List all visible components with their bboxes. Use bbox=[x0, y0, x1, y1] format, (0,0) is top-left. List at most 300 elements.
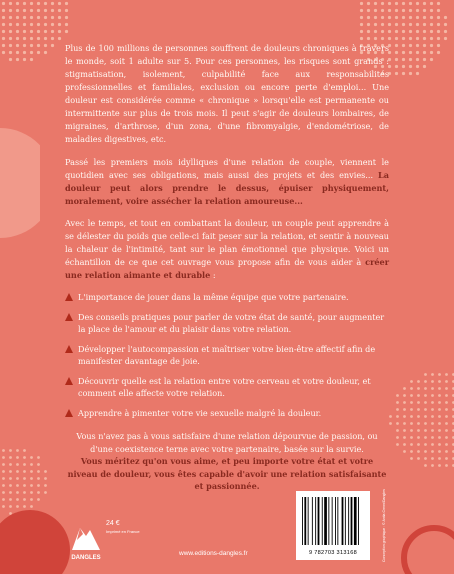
decorative-dot bbox=[396, 401, 399, 404]
decorative-dot bbox=[9, 484, 12, 487]
closing-paragraph bbox=[65, 430, 389, 493]
decorative-dot bbox=[30, 477, 33, 480]
decorative-dot bbox=[445, 373, 448, 376]
decorative-dot bbox=[2, 23, 5, 26]
decorative-dot bbox=[9, 51, 12, 54]
decorative-dot bbox=[37, 51, 40, 54]
decorative-dot bbox=[396, 394, 399, 397]
decorative-dot bbox=[37, 16, 40, 19]
decorative-dot bbox=[23, 44, 26, 47]
decorative-dot bbox=[23, 30, 26, 33]
decorative-dot bbox=[423, 65, 426, 68]
decorative-dot bbox=[2, 2, 5, 5]
decorative-dot bbox=[51, 44, 54, 47]
decorative-dot bbox=[2, 470, 5, 473]
decorative-dot bbox=[381, 9, 384, 12]
decorative-dot bbox=[381, 16, 384, 19]
publisher-logo bbox=[66, 520, 106, 564]
decorative-dot bbox=[423, 51, 426, 54]
decorative-dot bbox=[2, 9, 5, 12]
printed-in: Imprimé en France bbox=[106, 529, 140, 534]
decorative-dot bbox=[410, 394, 413, 397]
decorative-dot bbox=[16, 9, 19, 12]
decorative-dot bbox=[30, 58, 33, 61]
decorative-dot bbox=[430, 58, 433, 61]
decorative-dot bbox=[417, 436, 420, 439]
decorative-dot bbox=[416, 65, 419, 68]
decorative-dot bbox=[438, 422, 441, 425]
decorative-dot bbox=[430, 51, 433, 54]
decorative-dot bbox=[403, 443, 406, 446]
decorative-dot bbox=[402, 65, 405, 68]
decorative-dot bbox=[417, 429, 420, 432]
list-item-text: Des conseils pratiques pour parler de votre état de santé, pour augmenter la place de l'amour et du plaisir dans votre relation. bbox=[78, 311, 385, 334]
decorative-dot bbox=[360, 2, 363, 5]
barcode-bar bbox=[322, 497, 323, 545]
decorative-dot bbox=[444, 30, 447, 33]
decorative-dot bbox=[16, 51, 19, 54]
decorative-dot bbox=[445, 450, 448, 453]
decorative-dot bbox=[395, 51, 398, 54]
decorative-dot bbox=[9, 449, 12, 452]
decorative-dot bbox=[23, 2, 26, 5]
decorative-dot bbox=[23, 477, 26, 480]
decorative-dot bbox=[431, 401, 434, 404]
barcode-bar bbox=[337, 497, 338, 545]
decorative-dot bbox=[402, 44, 405, 47]
decorative-dot bbox=[416, 9, 419, 12]
decorative-dot bbox=[51, 9, 54, 12]
decorative-dot bbox=[403, 394, 406, 397]
barcode-bar bbox=[302, 497, 303, 545]
paragraph-book-offer-end: : bbox=[210, 270, 216, 280]
decorative-dot bbox=[381, 37, 384, 40]
decorative-dot bbox=[30, 23, 33, 26]
decorative-dot bbox=[44, 9, 47, 12]
paragraph-relationship bbox=[65, 156, 389, 208]
decorative-dot bbox=[374, 23, 377, 26]
decorative-dot bbox=[409, 44, 412, 47]
decorative-dot bbox=[58, 2, 61, 5]
decorative-dot bbox=[395, 58, 398, 61]
triangle-bullet-icon bbox=[65, 293, 73, 301]
decorative-dot bbox=[374, 30, 377, 33]
decorative-dot bbox=[389, 422, 392, 425]
decorative-dot bbox=[388, 9, 391, 12]
decorative-dot bbox=[395, 72, 398, 75]
decorative-dot bbox=[417, 380, 420, 383]
decorative-dot bbox=[396, 415, 399, 418]
decorative-dot bbox=[37, 44, 40, 47]
decorative-dot bbox=[431, 436, 434, 439]
decorative-dot bbox=[423, 44, 426, 47]
decorative-dot bbox=[23, 470, 26, 473]
decorative-dot bbox=[430, 23, 433, 26]
decorative-dot bbox=[23, 23, 26, 26]
decorative-dot bbox=[444, 23, 447, 26]
decorative-dot bbox=[424, 415, 427, 418]
decorative-dot bbox=[37, 484, 40, 487]
decorative-dot bbox=[424, 422, 427, 425]
decorative-dot bbox=[44, 470, 47, 473]
decorative-dot bbox=[23, 16, 26, 19]
decorative-dot bbox=[2, 44, 5, 47]
decorative-dot bbox=[360, 16, 363, 19]
decorative-dot bbox=[410, 415, 413, 418]
decorative-dot bbox=[16, 16, 19, 19]
decorative-dot bbox=[417, 443, 420, 446]
decorative-dot bbox=[416, 2, 419, 5]
decorative-dot bbox=[9, 2, 12, 5]
decorative-dot bbox=[360, 37, 363, 40]
decorative-dot bbox=[424, 401, 427, 404]
decorative-dot bbox=[424, 380, 427, 383]
decorative-dot bbox=[37, 2, 40, 5]
decorative-dot bbox=[431, 450, 434, 453]
decorative-dot bbox=[16, 23, 19, 26]
triangle-bullet-icon bbox=[65, 377, 73, 385]
decorative-dot bbox=[381, 30, 384, 33]
decorative-dot bbox=[2, 477, 5, 480]
decorative-dot bbox=[51, 37, 54, 40]
decorative-dot bbox=[423, 30, 426, 33]
decorative-dot bbox=[431, 443, 434, 446]
decorative-dot bbox=[16, 470, 19, 473]
decorative-dot bbox=[438, 387, 441, 390]
decorative-dot bbox=[416, 51, 419, 54]
decorative-dot bbox=[58, 9, 61, 12]
decorative-dot bbox=[388, 37, 391, 40]
decorative-dot bbox=[367, 37, 370, 40]
list-item bbox=[65, 291, 389, 304]
decorative-dot bbox=[37, 477, 40, 480]
decorative-dot bbox=[409, 65, 412, 68]
decorative-dot bbox=[431, 387, 434, 390]
decorative-dot bbox=[37, 23, 40, 26]
decorative-dot bbox=[431, 373, 434, 376]
decorative-dot bbox=[381, 2, 384, 5]
decorative-dot bbox=[403, 450, 406, 453]
decorative-dot bbox=[423, 23, 426, 26]
decorative-dot bbox=[30, 456, 33, 459]
decorative-dot bbox=[430, 16, 433, 19]
decorative-dot bbox=[388, 2, 391, 5]
decorative-dot bbox=[437, 51, 440, 54]
back-cover-text bbox=[65, 42, 389, 493]
barcode-bar bbox=[332, 497, 333, 545]
decorative-dot bbox=[438, 401, 441, 404]
decorative-dot bbox=[23, 484, 26, 487]
decorative-dot bbox=[430, 9, 433, 12]
decorative-dot bbox=[424, 457, 427, 460]
decorative-dot bbox=[445, 387, 448, 390]
decorative-dot bbox=[367, 30, 370, 33]
decorative-dot bbox=[423, 2, 426, 5]
decorative-dot bbox=[44, 30, 47, 33]
decorative-dot bbox=[431, 464, 434, 467]
decorative-dot bbox=[416, 23, 419, 26]
decorative-dot bbox=[403, 401, 406, 404]
decorative-dot bbox=[416, 72, 419, 75]
decorative-dot bbox=[367, 2, 370, 5]
decorative-dot bbox=[9, 16, 12, 19]
decorative-dot bbox=[9, 470, 12, 473]
decorative-half-circle-left bbox=[0, 128, 40, 238]
decorative-dot bbox=[9, 30, 12, 33]
decorative-dot bbox=[431, 394, 434, 397]
barcode-bar bbox=[308, 497, 309, 545]
paragraph-book-offer bbox=[65, 217, 389, 282]
list-item bbox=[65, 407, 389, 420]
decorative-dot bbox=[423, 16, 426, 19]
decorative-dot bbox=[424, 373, 427, 376]
decorative-dot bbox=[430, 44, 433, 47]
decorative-dot bbox=[396, 436, 399, 439]
decorative-dot bbox=[445, 443, 448, 446]
decorative-dot bbox=[437, 9, 440, 12]
list-item-text: Développer l'autocompassion et maîtriser votre bien-être affectif afin de manifester davantage de joie. bbox=[78, 343, 376, 366]
decorative-dot bbox=[44, 44, 47, 47]
decorative-dot bbox=[388, 23, 391, 26]
decorative-dot bbox=[395, 65, 398, 68]
decorative-dot bbox=[438, 450, 441, 453]
decorative-dot bbox=[424, 408, 427, 411]
decorative-dot bbox=[417, 457, 420, 460]
barcode-bar bbox=[354, 497, 357, 545]
decorative-dot bbox=[409, 37, 412, 40]
decorative-dot bbox=[16, 30, 19, 33]
barcode-bar bbox=[315, 497, 316, 545]
decorative-dot bbox=[44, 477, 47, 480]
decorative-dot bbox=[367, 9, 370, 12]
decorative-dot bbox=[437, 2, 440, 5]
paragraph-relationship-text: Passé les premiers mois idylliques d'une relation de couple, viennent le quotidien avec ses obligations, mais aussi des projets et des envies... bbox=[65, 157, 389, 180]
decorative-dot bbox=[395, 9, 398, 12]
decorative-dot bbox=[16, 37, 19, 40]
decorative-dot bbox=[430, 37, 433, 40]
decorative-dot bbox=[37, 456, 40, 459]
decorative-dot bbox=[396, 422, 399, 425]
decorative-dot bbox=[409, 72, 412, 75]
decorative-dot bbox=[395, 44, 398, 47]
decorative-dot bbox=[374, 9, 377, 12]
decorative-dot bbox=[374, 37, 377, 40]
decorative-dot bbox=[2, 30, 5, 33]
list-item bbox=[65, 375, 389, 400]
decorative-dot bbox=[16, 2, 19, 5]
decorative-dot bbox=[402, 9, 405, 12]
decorative-dot bbox=[395, 2, 398, 5]
decorative-dot bbox=[16, 477, 19, 480]
barcode-bar bbox=[318, 497, 320, 545]
barcode-bar bbox=[351, 497, 353, 545]
list-item bbox=[65, 343, 389, 368]
decorative-dot bbox=[30, 44, 33, 47]
graphic-design-credits: Conception graphique : © Anita Crenn/Dangles bbox=[382, 489, 386, 562]
decorative-dot bbox=[37, 30, 40, 33]
decorative-dot bbox=[430, 30, 433, 33]
decorative-dot bbox=[410, 380, 413, 383]
list-item-text: Découvrir quelle est la relation entre votre cerveau et votre douleur, et comment elle affecte votre relation. bbox=[78, 375, 371, 398]
decorative-dot bbox=[16, 449, 19, 452]
decorative-dot bbox=[409, 9, 412, 12]
decorative-dot bbox=[437, 30, 440, 33]
decorative-dot bbox=[2, 51, 5, 54]
decorative-dot bbox=[23, 463, 26, 466]
barcode-bar bbox=[335, 497, 336, 545]
decorative-dot bbox=[445, 464, 448, 467]
publisher-logo-text: DANGLES bbox=[71, 555, 101, 561]
decorative-dot bbox=[30, 9, 33, 12]
decorative-dot bbox=[437, 16, 440, 19]
decorative-dot bbox=[58, 37, 61, 40]
decorative-dot bbox=[58, 30, 61, 33]
decorative-dot bbox=[2, 484, 5, 487]
decorative-dot bbox=[431, 380, 434, 383]
decorative-dot bbox=[9, 456, 12, 459]
decorative-dot bbox=[445, 429, 448, 432]
decorative-dot bbox=[417, 408, 420, 411]
decorative-dot bbox=[431, 422, 434, 425]
decorative-dot bbox=[438, 429, 441, 432]
decorative-dot bbox=[417, 450, 420, 453]
triangle-bullet-icon bbox=[65, 345, 73, 353]
decorative-dot bbox=[37, 470, 40, 473]
barcode-icon bbox=[296, 495, 370, 551]
decorative-dot bbox=[402, 16, 405, 19]
decorative-dot bbox=[16, 58, 19, 61]
decorative-dot bbox=[381, 23, 384, 26]
decorative-dot bbox=[360, 30, 363, 33]
decorative-dot bbox=[431, 457, 434, 460]
decorative-dot bbox=[23, 9, 26, 12]
decorative-dot bbox=[438, 415, 441, 418]
decorative-dot bbox=[423, 37, 426, 40]
benefit-list bbox=[65, 291, 389, 419]
decorative-dot bbox=[9, 58, 12, 61]
decorative-dot bbox=[417, 394, 420, 397]
decorative-dot bbox=[416, 44, 419, 47]
decorative-dot bbox=[445, 457, 448, 460]
decorative-dot bbox=[44, 37, 47, 40]
decorative-dot bbox=[444, 37, 447, 40]
decorative-dot bbox=[44, 51, 47, 54]
decorative-dot bbox=[30, 37, 33, 40]
decorative-dot bbox=[37, 9, 40, 12]
decorative-dot bbox=[402, 51, 405, 54]
decorative-dot bbox=[416, 16, 419, 19]
decorative-dot bbox=[30, 463, 33, 466]
decorative-dot bbox=[424, 450, 427, 453]
decorative-dot bbox=[360, 9, 363, 12]
decorative-dot bbox=[438, 443, 441, 446]
decorative-dot bbox=[30, 2, 33, 5]
decorative-dot bbox=[445, 436, 448, 439]
decorative-dot bbox=[9, 23, 12, 26]
barcode-bar bbox=[345, 497, 346, 545]
decorative-dot bbox=[445, 394, 448, 397]
decorative-dot bbox=[37, 463, 40, 466]
decorative-dot bbox=[410, 429, 413, 432]
decorative-dot bbox=[9, 477, 12, 480]
decorative-dot bbox=[16, 463, 19, 466]
isbn-barcode bbox=[296, 491, 370, 560]
decorative-dot bbox=[30, 16, 33, 19]
decorative-dot bbox=[410, 401, 413, 404]
decorative-dot bbox=[417, 415, 420, 418]
decorative-dot bbox=[395, 16, 398, 19]
decorative-dot bbox=[424, 429, 427, 432]
decorative-dot bbox=[409, 23, 412, 26]
decorative-dot bbox=[431, 408, 434, 411]
decorative-dot bbox=[16, 484, 19, 487]
decorative-dot bbox=[30, 30, 33, 33]
price: 24 € bbox=[106, 520, 120, 527]
decorative-dot bbox=[437, 23, 440, 26]
decorative-dot bbox=[410, 436, 413, 439]
barcode-bar bbox=[358, 497, 359, 545]
decorative-dot bbox=[410, 457, 413, 460]
decorative-dot bbox=[438, 436, 441, 439]
decorative-dot bbox=[402, 2, 405, 5]
decorative-dot bbox=[374, 2, 377, 5]
list-item-text: Apprendre à pimenter votre vie sexuelle malgré la douleur. bbox=[78, 407, 322, 418]
decorative-dot bbox=[431, 415, 434, 418]
decorative-dot bbox=[409, 58, 412, 61]
decorative-dot bbox=[30, 470, 33, 473]
triangle-bullet-icon bbox=[65, 313, 73, 321]
decorative-dot bbox=[396, 429, 399, 432]
decorative-dot bbox=[65, 2, 68, 5]
decorative-dot bbox=[416, 37, 419, 40]
decorative-dot bbox=[51, 30, 54, 33]
decorative-dot bbox=[402, 23, 405, 26]
decorative-dot bbox=[424, 443, 427, 446]
decorative-dot bbox=[445, 401, 448, 404]
barcode-bar bbox=[312, 497, 313, 545]
decorative-dot bbox=[410, 422, 413, 425]
decorative-dot bbox=[409, 2, 412, 5]
decorative-dot bbox=[30, 51, 33, 54]
decorative-dot bbox=[2, 37, 5, 40]
paragraph-book-offer-text: Avec le temps, et tout en combattant la douleur, un couple peut apprendre à se délester du poids que celle-ci fait peser sur la relation, et sentir à nouveau la chaleur de l'intimité, tant sur le plan émotionnel que physique. Voici un échantillon de ce que cet ouvrage vous propose afin de vous aider à bbox=[65, 218, 389, 267]
decorative-dot bbox=[44, 2, 47, 5]
decorative-dot bbox=[438, 380, 441, 383]
decorative-dot bbox=[402, 58, 405, 61]
decorative-dot bbox=[388, 30, 391, 33]
decorative-dot bbox=[445, 415, 448, 418]
barcode-bar bbox=[342, 497, 344, 545]
closing-text: Vous n'avez pas à vous satisfaire d'une relation dépourvue de passion, ou d'une coexistence terne avec votre partenaire, basée sur la survie. bbox=[76, 431, 378, 454]
barcode-bar bbox=[328, 497, 329, 545]
decorative-dot bbox=[409, 51, 412, 54]
decorative-dot bbox=[424, 464, 427, 467]
paragraph-intro: Plus de 100 millions de personnes souffrent de douleurs chroniques à travers le monde, soit 1 adulte sur 5. Pour ces personnes, les risques sont grands : stigmatisation, isolement, culpabilité face aux responsabilités professionnelles et familiales, exclusion ou encore perte d'emploi... Une douleur est considérée comme « chronique » lorsqu'elle est permanente ou intermittente sur plus de trois mois. Il peut s'agir de douleurs lombaires, de migraines, d'arthrose, d'un zona, d'une fibromyalgie, d'endométriose, de maladies digestives, etc. bbox=[65, 43, 389, 144]
decorative-dot bbox=[424, 394, 427, 397]
decorative-dot bbox=[403, 436, 406, 439]
decorative-dot bbox=[9, 44, 12, 47]
decorative-dot bbox=[51, 16, 54, 19]
decorative-dot bbox=[9, 463, 12, 466]
decorative-dot bbox=[65, 9, 68, 12]
decorative-dot bbox=[403, 415, 406, 418]
decorative-dot bbox=[360, 23, 363, 26]
list-item bbox=[65, 311, 389, 336]
decorative-dot bbox=[65, 30, 68, 33]
decorative-dot bbox=[403, 408, 406, 411]
decorative-dot bbox=[417, 422, 420, 425]
decorative-dot bbox=[395, 23, 398, 26]
